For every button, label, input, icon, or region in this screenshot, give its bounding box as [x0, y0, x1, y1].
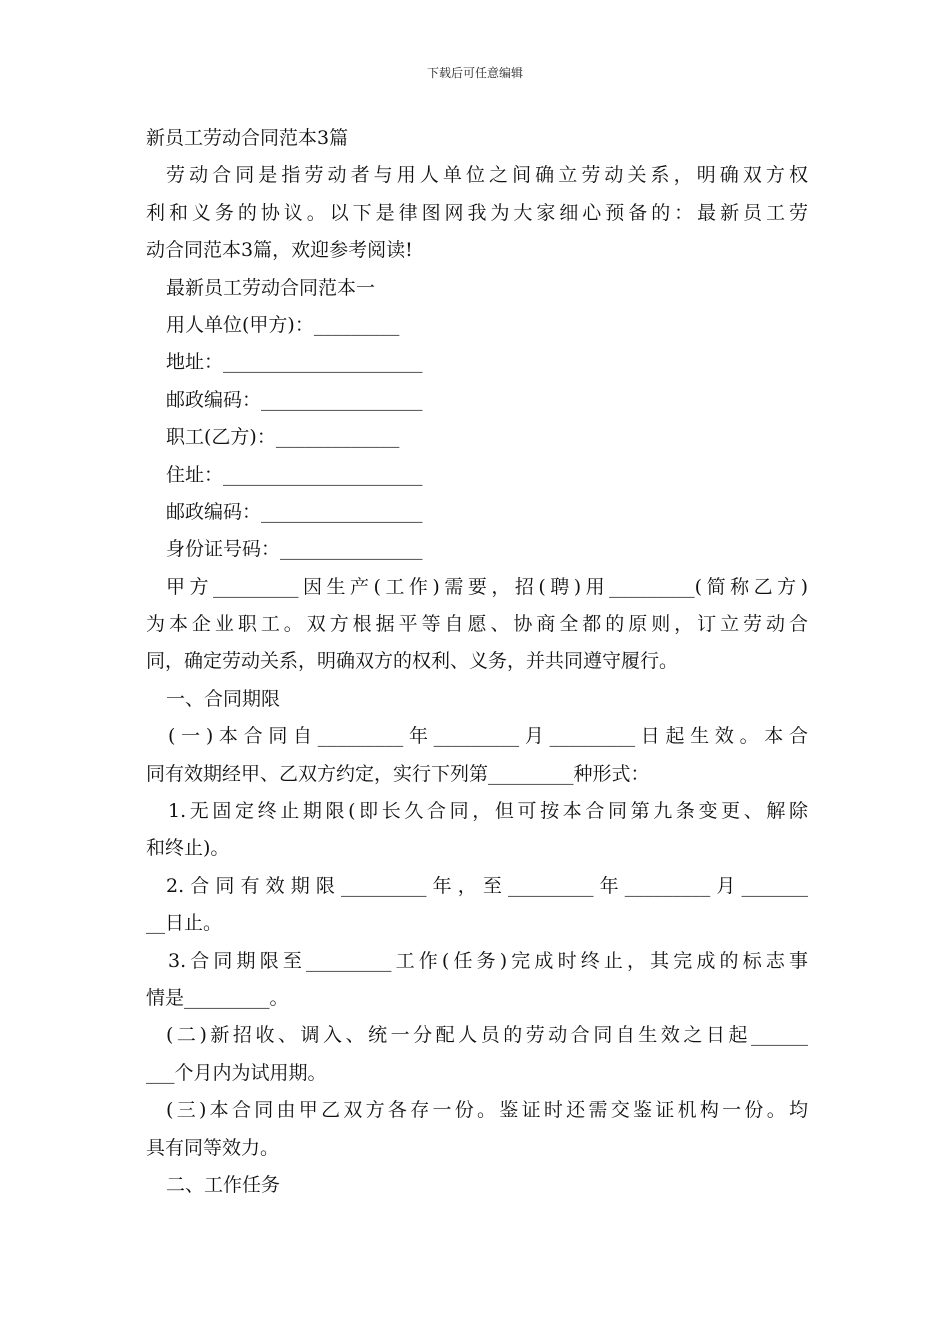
document-body [146, 120, 808, 1204]
clause1-line-2: 同有效期经甲、乙双方约定，实行下列第_________种形式： [146, 762, 650, 785]
address-field: 地址：_____________________ [166, 351, 423, 374]
residence-field: 住址：_____________________ [166, 463, 423, 486]
intro-line-3: 动合同范本3篇，欢迎参考阅读! [146, 239, 413, 262]
clause3-line-1: (三)本合同由甲乙双方各存一份。鉴证时还需交鉴证机构一份。均 [166, 1099, 808, 1122]
document-title: 新员工劳动合同范本3篇 [146, 127, 349, 149]
clause1-2-line-1: 2.合同有效期限_________年，至_________年_________月_______ [166, 874, 808, 897]
clause1-1-line-1: 1.无固定终止期限(即长久合同，但可按本合同第九条变更、解除 [168, 800, 808, 823]
heading-contract-term: 一、合同期限 [166, 687, 281, 710]
postcode-field: 邮政编码：_________________ [166, 388, 423, 411]
page-header: 下载后可任意编辑 [426, 66, 523, 80]
postcode-field-2: 邮政编码：_________________ [166, 500, 423, 523]
para1-line-3: 同，确定劳动关系，明确双方的权利、义务，并共同遵守履行。 [146, 650, 679, 673]
clause1-line-1: (一)本合同自_________年_________月_________日起生效。本合 [168, 725, 808, 748]
intro-line-2: 利和义务的协议。以下是律图网我为大家细心预备的：最新员工劳 [146, 201, 808, 224]
clause2-line-2: ___个月内为试用期。 [146, 1061, 327, 1084]
clause1-3-line-2: 情是_________。 [146, 986, 289, 1009]
section-title: 最新员工劳动合同范本一 [166, 276, 376, 299]
heading-work-tasks: 二、工作任务 [166, 1173, 281, 1196]
clause3-line-2: 具有同等效力。 [146, 1136, 280, 1159]
employee-field: 职工(乙方)：_____________ [166, 426, 400, 449]
para1-line-1: 甲方_________因生产(工作)需要，招(聘)用_________(简称乙方) [166, 575, 808, 598]
employer-field: 用人单位(甲方)：_________ [166, 313, 400, 336]
clause1-3-line-1: 3.合同期限至_________工作(任务)完成时终止，其完成的标志事 [168, 949, 808, 972]
clause1-1-line-2: 和终止)。 [146, 837, 230, 860]
clause2-line-1: (二)新招收、调入、统一分配人员的劳动合同自生效之日起______ [166, 1024, 808, 1047]
id-number-field: 身份证号码：_______________ [166, 538, 423, 561]
intro-line-1: 劳动合同是指劳动者与用人单位之间确立劳动关系，明确双方权 [166, 164, 808, 187]
clause1-2-line-2: __日止。 [146, 912, 223, 935]
para1-line-2: 为本企业职工。双方根据平等自愿、协商全都的原则，订立劳动合 [146, 613, 808, 636]
